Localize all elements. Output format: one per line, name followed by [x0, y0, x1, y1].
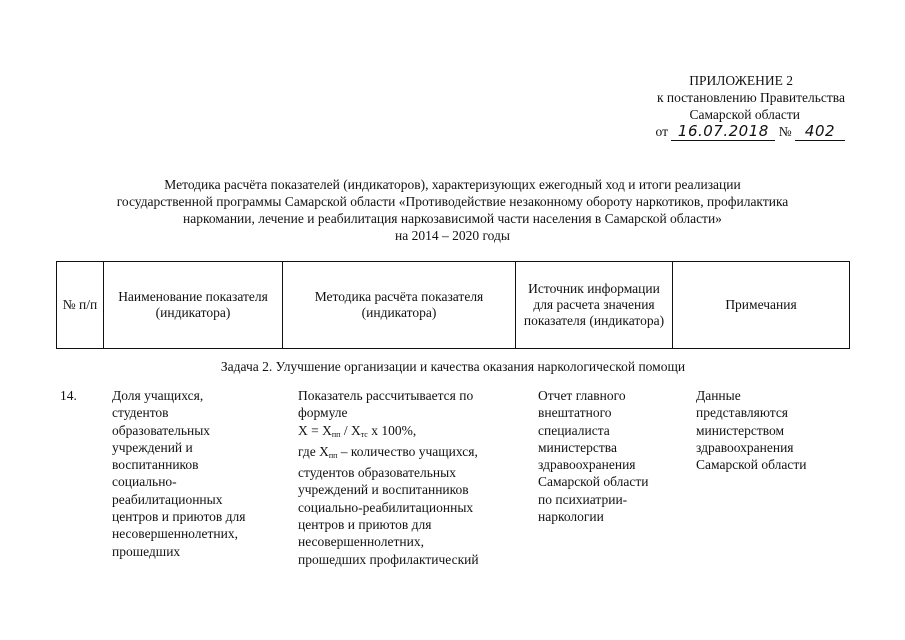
task-heading: Задача 2. Улучшение организации и качества оказания наркологической помощи	[220, 359, 686, 374]
header-number: № п/п	[57, 262, 104, 349]
note-line: здравоохранения	[696, 439, 794, 455]
note-line: Самарской области	[696, 457, 807, 473]
title-line-2: государственной программы Самарской области «Противодействие незаконному обороту наркотиков, профилактика	[116, 194, 789, 209]
method-description	[298, 387, 520, 568]
appendix-resolution-line: к постановлению Правительства	[656, 90, 845, 105]
source-line: по психиатрии-	[538, 491, 628, 507]
indicator-name-line: социально-	[112, 474, 177, 490]
header-notes: Примечания	[673, 262, 850, 349]
table-header	[56, 261, 850, 349]
source-line: специалиста	[538, 422, 610, 438]
indicator-name-line: учреждений и	[112, 439, 193, 455]
note-line: представляются	[696, 405, 789, 421]
indicator-name-line: Доля учащихся,	[112, 388, 204, 403]
title-line-3: наркомании, лечение и реабилитация наркозависимой части населения в Самарской области»	[183, 211, 722, 226]
indicator-name	[112, 387, 284, 560]
document-title	[40, 176, 865, 244]
appendix-region-line: Самарской области	[689, 107, 800, 122]
indicator-name-line: образовательных	[112, 422, 211, 438]
title-line-1: Методика расчёта показателей (индикаторов), характеризующих ежегодный ход и итоги реализации	[164, 177, 741, 192]
indicator-name-line: воспитанников	[112, 457, 199, 473]
decree-date: 16.07.2018	[671, 123, 775, 141]
source-line: здравоохранения	[538, 457, 636, 473]
source-line: Самарской области	[538, 474, 649, 490]
indicator-name-line: реабилитационных	[112, 491, 223, 507]
formula-where: где $X_{пп}$ – количество учащихся,	[298, 443, 478, 460]
method-line: прошедших профилактический	[298, 551, 479, 567]
decree-line	[656, 123, 846, 141]
method-line: Показатель рассчитывается по	[298, 388, 474, 403]
source-line: Отчет главного	[538, 388, 626, 403]
note-line: министерством	[696, 422, 785, 438]
method-line: учреждений и воспитанников	[298, 482, 469, 498]
number-label: №	[778, 124, 792, 139]
header-indicator-name: Наименование показателя (индикатора)	[104, 262, 283, 349]
method-line: студентов образовательных	[298, 465, 456, 481]
method-line: несовершеннолетних,	[298, 534, 424, 550]
method-line: социально-реабилитационных	[298, 499, 474, 515]
note-line: Данные	[696, 388, 741, 403]
method-line: формуле	[298, 405, 348, 421]
decree-number: 402	[795, 123, 845, 141]
source-line: министерства	[538, 439, 617, 455]
source-line: внештатного	[538, 405, 612, 421]
indicator-name-line: прошедших	[112, 543, 181, 559]
information-source	[538, 387, 678, 525]
indicator-name-line: несовершеннолетних,	[112, 526, 238, 542]
appendix-block	[545, 72, 845, 141]
method-line: центров и приютов для	[298, 517, 432, 533]
indicator-name-line: центров и приютов для	[112, 509, 246, 525]
header-source: Источник информации для расчета значения показателя (индикатора)	[516, 262, 673, 349]
header-method: Методика расчёта показателя (индикатора)	[283, 262, 516, 349]
formula: $X = X_{пп} / X_{тс}$ х 100%,	[298, 422, 417, 439]
from-label: от	[655, 124, 668, 139]
appendix-title: ПРИЛОЖЕНИЕ 2	[689, 73, 793, 88]
row-number: 14.	[60, 388, 77, 403]
notes	[696, 387, 836, 473]
source-line: наркологии	[538, 509, 604, 525]
indicator-name-line: студентов	[112, 405, 169, 421]
title-line-4: на 2014 – 2020 годы	[395, 228, 510, 243]
